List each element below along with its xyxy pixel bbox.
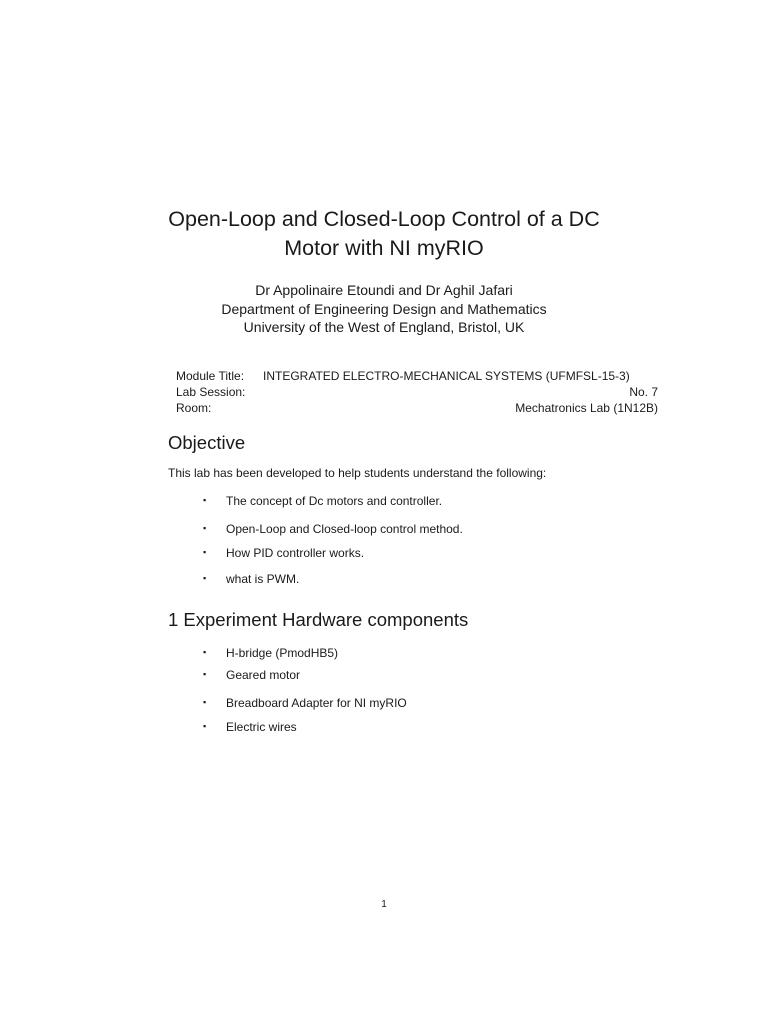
page-number: 1 (381, 899, 387, 910)
bullet-icon: ▪ (203, 697, 207, 707)
lab-session-row (176, 384, 658, 400)
list-item-text: Open-Loop and Closed-loop control method. (226, 522, 463, 536)
hardware-heading: 1 Experiment Hardware components (168, 609, 469, 630)
bullet-icon: ▪ (203, 721, 207, 731)
lab-session-label: Lab Session: (176, 385, 246, 399)
title-line-1: Open-Loop and Closed-Loop Control of a DC (168, 207, 600, 231)
university-line: University of the West of England, Bristol, UK (243, 319, 525, 335)
room-label: Room: (176, 401, 212, 415)
author-block (100, 281, 668, 337)
module-title-row (176, 368, 658, 384)
bullet-icon: ▪ (203, 523, 207, 533)
department-line: Department of Engineering Design and Mathematics (221, 300, 547, 317)
list-item-text: How PID controller works. (226, 546, 365, 560)
lab-session-value: No. 7 (629, 385, 658, 399)
list-item-text: The concept of Dc motors and controller. (226, 494, 443, 508)
document-title (100, 205, 668, 263)
objective-heading: Objective (168, 432, 246, 453)
module-title-label: Module Title: (176, 369, 245, 383)
bullet-icon: ▪ (203, 647, 207, 657)
bullet-icon: ▪ (203, 495, 207, 505)
room-row (176, 400, 658, 416)
bullet-icon: ▪ (203, 573, 207, 583)
list-item-text: H-bridge (PmodHB5) (226, 646, 339, 660)
list-item-text: Electric wires (226, 720, 297, 734)
list-item-text: Breadboard Adapter for NI myRIO (226, 696, 407, 710)
bullet-icon: ▪ (203, 669, 207, 679)
bullet-icon: ▪ (203, 547, 207, 557)
authors-line: Dr Appolinaire Etoundi and Dr Aghil Jafari (255, 282, 513, 298)
list-item-text: Geared motor (226, 668, 301, 682)
module-title-value: INTEGRATED ELECTRO-MECHANICAL SYSTEMS (UFMFSL-15-3) (263, 369, 630, 383)
objective-intro: This lab has been developed to help students understand the following: (168, 466, 547, 480)
room-value: Mechatronics Lab (1N12B) (515, 401, 658, 415)
list-item-text: what is PWM. (226, 572, 300, 586)
title-line-2: Motor with NI myRIO (284, 236, 484, 260)
